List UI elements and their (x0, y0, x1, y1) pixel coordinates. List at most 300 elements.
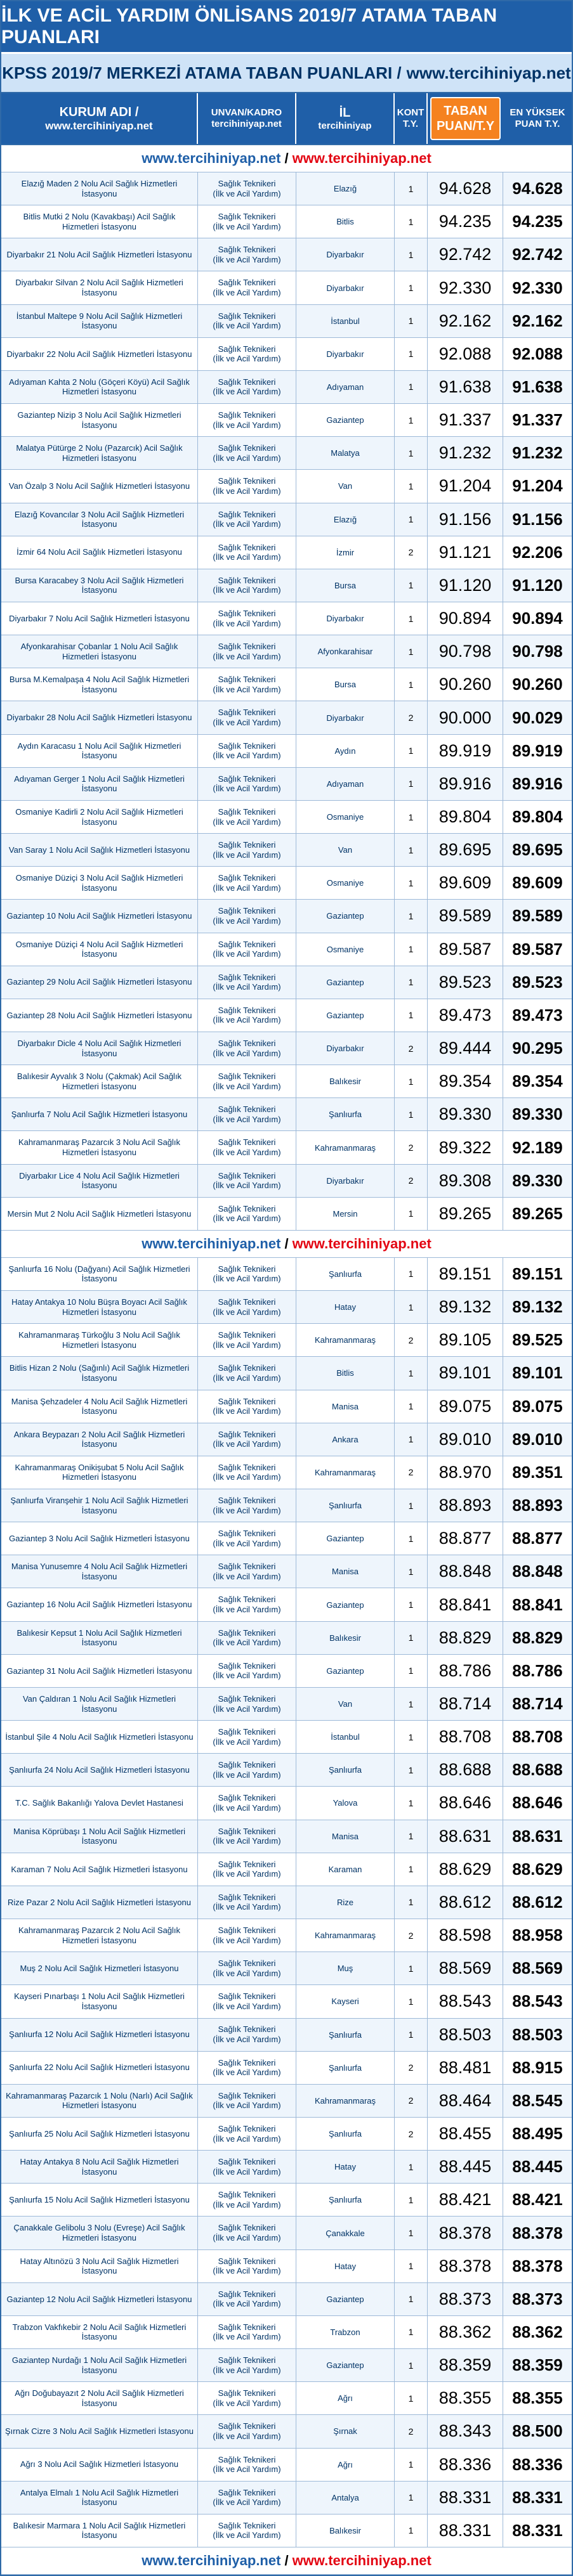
table-row (1, 1622, 572, 1655)
cell-unvan (198, 172, 296, 205)
cell-unvan (198, 371, 296, 403)
cell-kont: 1 (395, 900, 428, 932)
cell-il: Bitlis (296, 205, 395, 238)
cell-unvan (198, 801, 296, 833)
cell-unvan-line1: Sağlık Teknikeri (218, 1793, 276, 1803)
banner-link-blue[interactable]: www.tercihiniyap.net (142, 150, 281, 166)
cell-unvan (198, 569, 296, 602)
cell-unvan-line2: (İlk ve Acil Yardım) (213, 486, 281, 496)
cell-il: Osmaniye (296, 933, 395, 966)
table-header (1, 93, 572, 145)
cell-kont: 1 (395, 2515, 428, 2547)
cell-unvan-line1: Sağlık Teknikeri (218, 2223, 276, 2233)
cell-kont: 1 (395, 1555, 428, 1588)
table-row (1, 2415, 572, 2448)
cell-kont: 1 (395, 1622, 428, 1654)
cell-unvan (198, 404, 296, 436)
cell-unvan-line1: Sağlık Teknikeri (218, 1104, 276, 1115)
cell-unvan (198, 1853, 296, 1886)
cell-unvan-line1: Sağlık Teknikeri (218, 575, 276, 585)
cell-kurum: Kahramanmaraş Türkoğlu 3 Nolu Acil Sağlık Hizmetleri İstasyonu (1, 1324, 198, 1356)
cell-kurum: Gaziantep Nizip 3 Nolu Acil Sağlık Hizmetleri İstasyonu (1, 404, 198, 436)
cell-yuksek: 89.075 (512, 1396, 563, 1416)
table-row (1, 2515, 572, 2547)
cell-taban: 91.232 (428, 437, 503, 469)
cell-unvan (198, 1456, 296, 1489)
cell-il: Osmaniye (296, 867, 395, 899)
cell-kurum: Balıkesir Kepsut 1 Nolu Acil Sağlık Hizmetleri İstasyonu (1, 1622, 198, 1654)
cell-unvan-line2: (İlk ve Acil Yardım) (213, 188, 281, 198)
cell-unvan-line1: Sağlık Teknikeri (218, 476, 276, 486)
cell-kurum: Diyarbakır Silvan 2 Nolu Acil Sağlık Hizmetleri İstasyonu (1, 271, 198, 304)
table-row (1, 437, 572, 470)
banner-link-red[interactable]: www.tercihiniyap.net (292, 2552, 431, 2568)
cell-taban: 89.354 (428, 1065, 503, 1097)
cell-taban: 88.646 (428, 1787, 503, 1819)
cell-kurum: Diyarbakır Dicle 4 Nolu Acil Sağlık Hizmetleri İstasyonu (1, 1032, 198, 1065)
cell-unvan-line1: Sağlık Teknikeri (218, 1039, 276, 1048)
cell-unvan (198, 2052, 296, 2084)
cell-unvan (198, 2415, 296, 2447)
cell-unvan (198, 2349, 296, 2381)
cell-yuksek: 92.088 (512, 344, 563, 363)
cell-kont: 1 (395, 1522, 428, 1555)
cell-il: Bitlis (296, 1357, 395, 1389)
cell-unvan (198, 999, 296, 1032)
cell-kont: 1 (395, 1098, 428, 1130)
cell-unvan-line1: Sağlık Teknikeri (218, 1330, 276, 1340)
cell-unvan-line1: Sağlık Teknikeri (218, 1926, 276, 1936)
cell-il: Trabzon (296, 2316, 395, 2348)
cell-unvan-line2: (İlk ve Acil Yardım) (213, 1274, 281, 1284)
cell-il: Diyarbakır (296, 1032, 395, 1065)
cell-unvan-line2: (İlk ve Acil Yardım) (213, 916, 281, 926)
cell-kurum: Balıkesir Ayvalık 3 Nolu (Çakmak) Acil Sağlık Hizmetleri İstasyonu (1, 1065, 198, 1097)
cell-unvan-line1: Sağlık Teknikeri (218, 2090, 276, 2100)
cell-unvan-line1: Sağlık Teknikeri (218, 1264, 276, 1274)
cell-kont: 1 (395, 2250, 428, 2282)
table-row (1, 1985, 572, 2018)
cell-taban: 88.877 (428, 1522, 503, 1555)
table-row (1, 371, 572, 404)
cell-kont: 1 (395, 437, 428, 469)
cell-yuksek: 88.612 (512, 1892, 563, 1912)
cell-unvan-line2: (İlk ve Acil Yardım) (213, 1638, 281, 1648)
cell-il: Diyarbakır (296, 271, 395, 304)
cell-yuksek: 88.362 (512, 2322, 563, 2341)
cell-yuksek: 88.421 (512, 2190, 563, 2210)
cell-unvan-line1: Sağlık Teknikeri (218, 1628, 276, 1638)
cell-unvan-line1: Sağlık Teknikeri (218, 675, 276, 685)
cell-il: Gaziantep (296, 2349, 395, 2381)
cell-kurum: T.C. Sağlık Bakanlığı Yalova Devlet Hastanesi (1, 1787, 198, 1819)
cell-il: Kahramanmaraş (296, 1919, 395, 1951)
cell-il: Gaziantep (296, 1522, 395, 1555)
cell-kurum: Afyonkarahisar Çobanlar 1 Nolu Acil Sağlık Hizmetleri İstasyonu (1, 635, 198, 668)
cell-il: Şanlıurfa (296, 2052, 395, 2084)
table-row (1, 801, 572, 834)
cell-kurum: Bitlis Hizan 2 Nolu (Sağınlı) Acil Sağlık Hizmetleri İstasyonu (1, 1357, 198, 1389)
cell-unvan-line2: (İlk ve Acil Yardım) (213, 751, 281, 761)
cell-unvan-line1: Sağlık Teknikeri (218, 840, 276, 850)
cell-yuksek: 88.500 (512, 2421, 563, 2441)
header-kont-line2: T.Y. (402, 119, 419, 129)
cell-kont: 1 (395, 1588, 428, 1621)
banner-link-blue[interactable]: www.tercihiniyap.net (142, 2552, 281, 2568)
cell-il: Hatay (296, 2250, 395, 2282)
cell-unvan-line1: Sağlık Teknikeri (218, 2388, 276, 2398)
cell-taban: 88.612 (428, 1886, 503, 1919)
cell-yuksek: 88.646 (512, 1793, 563, 1813)
table-row (1, 2085, 572, 2118)
cell-taban: 88.631 (428, 1820, 503, 1853)
cell-il: Manisa (296, 1390, 395, 1423)
cell-unvan-line2: (İlk ve Acil Yardım) (213, 1081, 281, 1091)
cell-unvan-line1: Sağlık Teknikeri (218, 1727, 276, 1737)
cell-yuksek: 89.330 (512, 1104, 563, 1124)
site-banner (1, 1231, 572, 1258)
cell-taban: 88.336 (428, 2449, 503, 2481)
cell-il: Gaziantep (296, 1588, 395, 1621)
cell-yuksek: 88.359 (512, 2355, 563, 2375)
cell-kont: 1 (395, 205, 428, 238)
banner-separator: / (284, 1235, 289, 1252)
cell-kont: 1 (395, 735, 428, 767)
cell-kont: 2 (395, 1131, 428, 1163)
cell-taban: 89.444 (428, 1032, 503, 1065)
cell-yuksek: 89.351 (512, 1462, 563, 1482)
cell-unvan (198, 1721, 296, 1753)
cell-kurum: Gaziantep 29 Nolu Acil Sağlık Hizmetleri İstasyonu (1, 966, 198, 999)
cell-unvan-line2: (İlk ve Acil Yardım) (213, 651, 281, 661)
cell-yuksek: 89.804 (512, 807, 563, 826)
cell-unvan-line1: Sağlık Teknikeri (218, 1170, 276, 1181)
cell-il: Bursa (296, 569, 395, 602)
table-row (1, 1324, 572, 1357)
cell-taban: 88.445 (428, 2151, 503, 2183)
cell-kont: 1 (395, 668, 428, 701)
header-yuksek-line1: EN YÜKSEK (510, 107, 565, 118)
cell-kurum: Karaman 7 Nolu Acil Sağlık Hizmetleri İstasyonu (1, 1853, 198, 1886)
cell-taban: 89.010 (428, 1423, 503, 1456)
cell-kont: 1 (395, 834, 428, 866)
cell-il: Adıyaman (296, 371, 395, 403)
cell-unvan (198, 2184, 296, 2216)
cell-unvan-line2: (İlk ve Acil Yardım) (213, 2299, 281, 2309)
cell-kont: 1 (395, 602, 428, 635)
cell-il: Yalova (296, 1787, 395, 1819)
cell-unvan-line1: Sağlık Teknikeri (218, 2123, 276, 2133)
subtitle-site-link[interactable]: www.tercihiniyap.net (406, 63, 571, 82)
cell-unvan (198, 933, 296, 966)
cell-unvan-line1: Sağlık Teknikeri (218, 1462, 276, 1472)
cell-taban: 94.235 (428, 205, 503, 238)
cell-kurum: Şanlıurfa 25 Nolu Acil Sağlık Hizmetleri İstasyonu (1, 2118, 198, 2150)
header-unvan (198, 93, 296, 144)
cell-kurum: Bitlis Mutki 2 Nolu (Kavakbaşı) Acil Sağlık Hizmetleri İstasyonu (1, 205, 198, 238)
cell-kont: 1 (395, 2316, 428, 2348)
cell-yuksek: 89.695 (512, 840, 563, 860)
cell-yuksek: 89.151 (512, 1264, 563, 1283)
cell-kont: 1 (395, 1820, 428, 1853)
cell-il: Kahramanmaraş (296, 1131, 395, 1163)
cell-unvan-line2: (İlk ve Acil Yardım) (213, 1968, 281, 1978)
header-taban-line1: TABAN (444, 104, 487, 118)
cell-taban: 89.151 (428, 1258, 503, 1290)
page-subtitle (1, 54, 572, 93)
cell-unvan-line2: (İlk ve Acil Yardım) (213, 883, 281, 893)
cell-unvan-line1: Sağlık Teknikeri (218, 2256, 276, 2266)
cell-taban: 88.848 (428, 1555, 503, 1588)
cell-unvan-line2: (İlk ve Acil Yardım) (213, 1935, 281, 1945)
cell-il: Diyarbakır (296, 1165, 395, 1197)
cell-kont: 2 (395, 1456, 428, 1489)
cell-kont: 1 (395, 238, 428, 271)
header-taban-line2: PUAN/T.Y (436, 119, 495, 133)
cell-unvan-line2: (İlk ve Acil Yardım) (213, 1214, 281, 1224)
cell-kurum: Diyarbakır 7 Nolu Acil Sağlık Hizmetleri İstasyonu (1, 602, 198, 635)
cell-yuksek: 88.569 (512, 1958, 563, 1978)
cell-kurum: Aydın Karacasu 1 Nolu Acil Sağlık Hizmetleri İstasyonu (1, 735, 198, 767)
cell-unvan (198, 602, 296, 635)
cell-taban: 88.362 (428, 2316, 503, 2348)
cell-kurum: Gaziantep 12 Nolu Acil Sağlık Hizmetleri İstasyonu (1, 2283, 198, 2315)
cell-kont: 1 (395, 1423, 428, 1456)
cell-il: Muş (296, 1952, 395, 1984)
cell-taban: 89.330 (428, 1098, 503, 1130)
cell-kurum: Şanlıurfa 12 Nolu Acil Sağlık Hizmetleri İstasyonu (1, 2019, 198, 2051)
cell-yuksek: 92.162 (512, 311, 563, 330)
cell-il: İstanbul (296, 1721, 395, 1753)
cell-taban: 88.421 (428, 2184, 503, 2216)
cell-yuksek: 92.206 (512, 542, 563, 562)
cell-unvan-line2: (İlk ve Acil Yardım) (213, 2464, 281, 2475)
cell-unvan (198, 1820, 296, 1853)
cell-taban: 90.894 (428, 602, 503, 635)
cell-unvan-line2: (İlk ve Acil Yardım) (213, 1505, 281, 1515)
cell-unvan-line2: (İlk ve Acil Yardım) (213, 519, 281, 529)
cell-taban: 89.916 (428, 768, 503, 800)
cell-unvan-line2: (İlk ve Acil Yardım) (213, 2199, 281, 2210)
cell-unvan-line1: Sağlık Teknikeri (218, 2355, 276, 2366)
table-row (1, 172, 572, 205)
banner-link-blue[interactable]: www.tercihiniyap.net (142, 1235, 281, 1252)
cell-kurum: Ankara Beypazarı 2 Nolu Acil Sağlık Hizmetleri İstasyonu (1, 1423, 198, 1456)
table-row (1, 1754, 572, 1787)
cell-il: Van (296, 1688, 395, 1720)
banner-separator: / (284, 2552, 289, 2568)
cell-il: Şanlıurfa (296, 1489, 395, 1522)
table-row (1, 900, 572, 933)
cell-unvan (198, 1522, 296, 1555)
cell-taban: 88.829 (428, 1622, 503, 1654)
table-row (1, 404, 572, 437)
cell-unvan-line1: Sağlık Teknikeri (218, 1071, 276, 1082)
cell-kont: 2 (395, 2085, 428, 2117)
cell-kont: 2 (395, 1324, 428, 1356)
cell-taban: 88.543 (428, 1985, 503, 2017)
table-row (1, 238, 572, 271)
cell-unvan (198, 2316, 296, 2348)
cell-kont: 1 (395, 1721, 428, 1753)
cell-il: Manisa (296, 1820, 395, 1853)
cell-yuksek: 88.503 (512, 2024, 563, 2044)
cell-il: Balıkesir (296, 1065, 395, 1097)
cell-yuksek: 92.330 (512, 278, 563, 297)
cell-kurum: Kahramanmaraş Pazarcık 3 Nolu Acil Sağlık Hizmetleri İstasyonu (1, 1131, 198, 1163)
cell-unvan-line2: (İlk ve Acil Yardım) (213, 2100, 281, 2111)
cell-kurum: Gaziantep 28 Nolu Acil Sağlık Hizmetleri İstasyonu (1, 999, 198, 1032)
cell-kont: 1 (395, 1291, 428, 1323)
cell-il: Elazığ (296, 503, 395, 536)
cell-unvan (198, 1390, 296, 1423)
table-row (1, 999, 572, 1032)
table-row (1, 338, 572, 371)
cell-kurum: Kahramanmaraş Pazarcık 1 Nolu (Narlı) Acil Sağlık Hizmetleri İstasyonu (1, 2085, 198, 2117)
cell-unvan-line1: Sağlık Teknikeri (218, 939, 276, 949)
cell-unvan-line2: (İlk ve Acil Yardım) (213, 2233, 281, 2243)
cell-unvan (198, 1655, 296, 1687)
cell-il: Ağrı (296, 2382, 395, 2414)
cell-unvan-line1: Sağlık Teknikeri (218, 972, 276, 982)
cell-kurum: Şanlıurfa 7 Nolu Acil Sağlık Hizmetleri İstasyonu (1, 1098, 198, 1130)
cell-unvan (198, 1165, 296, 1197)
cell-unvan-line1: Sağlık Teknikeri (218, 410, 276, 420)
cell-unvan (198, 305, 296, 337)
cell-taban: 91.121 (428, 536, 503, 569)
cell-yuksek: 88.378 (512, 2256, 563, 2275)
cell-kurum: Adıyaman Gerger 1 Nolu Acil Sağlık Hizmetleri İstasyonu (1, 768, 198, 800)
cell-unvan (198, 2217, 296, 2249)
cell-unvan-line1: Sağlık Teknikeri (218, 344, 276, 354)
cell-kurum: Şanlıurfa 24 Nolu Acil Sağlık Hizmetleri İstasyonu (1, 1754, 198, 1786)
cell-unvan-line2: (İlk ve Acil Yardım) (213, 1902, 281, 1912)
cell-unvan (198, 1489, 296, 1522)
cell-unvan (198, 2482, 296, 2514)
table-row (1, 1919, 572, 1952)
cell-taban: 88.714 (428, 1688, 503, 1720)
cell-unvan-line1: Sağlık Teknikeri (218, 1859, 276, 1869)
cell-kurum: Elazığ Kovancılar 3 Nolu Acil Sağlık Hizmetleri İstasyonu (1, 503, 198, 536)
header-taban (430, 97, 501, 140)
table-row (1, 1198, 572, 1231)
banner-link-red[interactable]: www.tercihiniyap.net (292, 1235, 431, 1252)
cell-unvan (198, 2283, 296, 2315)
cell-il: Kayseri (296, 1985, 395, 2017)
cell-unvan-line2: (İlk ve Acil Yardım) (213, 552, 281, 562)
cell-taban: 89.075 (428, 1390, 503, 1423)
cell-taban: 89.804 (428, 801, 503, 833)
cell-kont: 1 (395, 1952, 428, 1984)
cell-il: Diyarbakır (296, 602, 395, 635)
cell-kont: 1 (395, 1390, 428, 1423)
cell-il: Ağrı (296, 2449, 395, 2481)
cell-kurum: Hatay Antakya 10 Nolu Büşra Boyacı Acil Sağlık Hizmetleri İstasyonu (1, 1291, 198, 1323)
cell-unvan-line1: Sağlık Teknikeri (218, 1760, 276, 1770)
cell-kurum: Şanlıurfa 22 Nolu Acil Sağlık Hizmetleri İstasyonu (1, 2052, 198, 2084)
cell-kurum: Van Özalp 3 Nolu Acil Sağlık Hizmetleri İstasyonu (1, 470, 198, 502)
cell-yuksek: 89.010 (512, 1429, 563, 1449)
table-row (1, 2316, 572, 2349)
cell-kont: 1 (395, 966, 428, 999)
cell-taban: 91.156 (428, 503, 503, 536)
cell-unvan-line1: Sağlık Teknikeri (218, 2322, 276, 2332)
table-row (1, 1390, 572, 1423)
cell-yuksek: 89.916 (512, 773, 563, 793)
cell-yuksek: 89.101 (512, 1363, 563, 1383)
cell-yuksek: 88.829 (512, 1628, 563, 1647)
cell-kurum: Hatay Antakya 8 Nolu Acil Sağlık Hizmetleri İstasyonu (1, 2151, 198, 2183)
cell-kont: 1 (395, 1754, 428, 1786)
cell-unvan-line1: Sağlık Teknikeri (218, 2157, 276, 2167)
cell-unvan-line1: Sağlık Teknikeri (218, 1297, 276, 1307)
table-row (1, 1357, 572, 1390)
cell-kont: 1 (395, 768, 428, 800)
cell-yuksek: 90.894 (512, 609, 563, 628)
cell-unvan (198, 2085, 296, 2117)
cell-il: Afyonkarahisar (296, 635, 395, 668)
cell-kurum: Osmaniye Düziçi 4 Nolu Acil Sağlık Hizmetleri İstasyonu (1, 933, 198, 966)
table-row (1, 1655, 572, 1688)
cell-kont: 1 (395, 1198, 428, 1230)
cell-yuksek: 88.631 (512, 1826, 563, 1846)
cell-unvan-line2: (İlk ve Acil Yardım) (213, 1307, 281, 1317)
table-row (1, 735, 572, 768)
cell-kont: 1 (395, 1886, 428, 1919)
cell-yuksek: 89.330 (512, 1170, 563, 1190)
cell-taban: 91.638 (428, 371, 503, 403)
cell-kont: 1 (395, 1357, 428, 1389)
cell-unvan-line2: (İlk ve Acil Yardım) (213, 2332, 281, 2342)
cell-unvan (198, 1787, 296, 1819)
header-unvan-label: UNVAN/KADRO (211, 107, 282, 118)
cell-unvan-line2: (İlk ve Acil Yardım) (213, 254, 281, 264)
cell-il: Ankara (296, 1423, 395, 1456)
cell-taban: 88.373 (428, 2283, 503, 2315)
cell-unvan-line2: (İlk ve Acil Yardım) (213, 850, 281, 860)
cell-unvan-line2: (İlk ve Acil Yardım) (213, 288, 281, 297)
table-row (1, 2283, 572, 2316)
cell-unvan (198, 1985, 296, 2017)
cell-unvan-line1: Sağlık Teknikeri (218, 1892, 276, 1902)
cell-unvan-line1: Sağlık Teknikeri (218, 741, 276, 751)
cell-unvan-line1: Sağlık Teknikeri (218, 1693, 276, 1704)
cell-kurum: Rize Pazar 2 Nolu Acil Sağlık Hizmetleri İstasyonu (1, 1886, 198, 1919)
header-il-site: tercihiniyap (318, 120, 372, 131)
cell-unvan-line2: (İlk ve Acil Yardım) (213, 321, 281, 331)
cell-kont: 1 (395, 2449, 428, 2481)
cell-taban: 88.481 (428, 2052, 503, 2084)
cell-unvan-line1: Sağlık Teknikeri (218, 2454, 276, 2464)
cell-kont: 1 (395, 2151, 428, 2183)
cell-taban: 88.378 (428, 2217, 503, 2249)
cell-unvan (198, 1919, 296, 1951)
banner-link-red[interactable]: www.tercihiniyap.net (292, 150, 431, 166)
cell-yuksek: 89.589 (512, 906, 563, 926)
cell-unvan-line2: (İlk ve Acil Yardım) (213, 387, 281, 397)
table-row (1, 569, 572, 602)
cell-unvan-line2: (İlk ve Acil Yardım) (213, 1671, 281, 1681)
cell-kurum: Diyarbakır 21 Nolu Acil Sağlık Hizmetleri İstasyonu (1, 238, 198, 271)
cell-il: Kahramanmaraş (296, 2085, 395, 2117)
cell-unvan-line2: (İlk ve Acil Yardım) (213, 982, 281, 992)
cell-kont: 1 (395, 635, 428, 668)
cell-unvan-line1: Sağlık Teknikeri (218, 2520, 276, 2530)
cell-kurum: Kahramanmaraş Onikişubat 5 Nolu Acil Sağlık Hizmetleri İstasyonu (1, 1456, 198, 1489)
cell-kurum: Muş 2 Nolu Acil Sağlık Hizmetleri İstasyonu (1, 1952, 198, 1984)
cell-kont: 1 (395, 1853, 428, 1886)
table-row (1, 2184, 572, 2217)
